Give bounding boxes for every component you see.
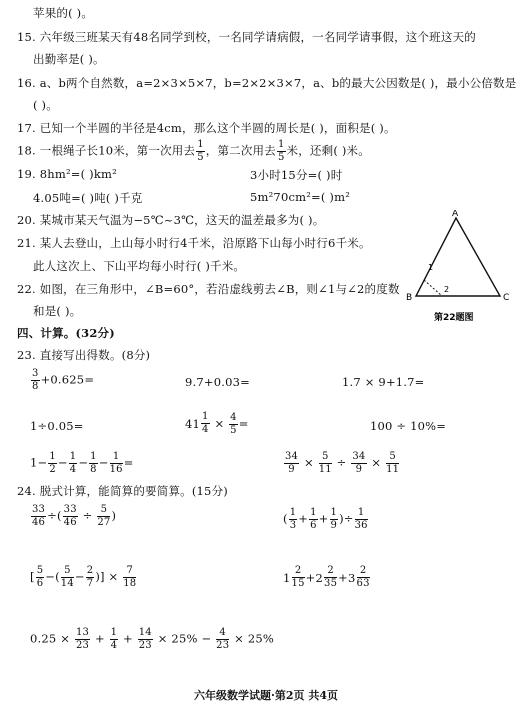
- cut-dashed-line: [424, 280, 442, 296]
- q23-expr-7: 1− $\frac{1}{2}$ − $\frac{1}{4}$ − $\frac{1}{8}$ − $\frac{1}{16}$ =: [30, 451, 134, 475]
- label-angle-1: 1: [428, 263, 434, 272]
- q18-fraction-1: $\frac{1}{5}$: [197, 139, 204, 163]
- q24-expr-a: $\frac{33}{46}$ ÷( $\frac{33}{46}$ ÷ $\frac{5}{27}$ ): [32, 504, 117, 528]
- q23-expr-6: 100 ÷ 10%=: [370, 419, 447, 433]
- q23-expr-1: $\frac{3}{8}$ +0.625=: [32, 368, 95, 392]
- q16-line2: ( )。: [33, 98, 58, 112]
- q22-line2: 和是( )。: [33, 304, 82, 318]
- q18-text-2: ，第二次用去: [205, 143, 276, 158]
- section-4-heading: 四、计算。(32分): [17, 326, 115, 340]
- triangle-outline: [416, 218, 500, 296]
- q15-line1: 15. 六年级三班某天有48名同学到校，一名同学请病假，一名同学请事假，这个班这天的: [17, 30, 476, 44]
- label-c: C: [503, 293, 510, 303]
- q16-line1: 16. a、b两个自然数，a=2×3×5×7，b=2×2×3×7，a、b的最大公因数是( )，最小公倍数是: [17, 76, 517, 90]
- q21-line1: 21. 某人去登山，上山每小时行4千米，沿原路下山每小时行6千米。: [17, 236, 371, 250]
- q18-fraction-2: $\frac{1}{5}$: [277, 139, 285, 163]
- q24-expr-c: [ $\frac{5}{6}$ −( $\frac{5}{14}$ − $\frac{2}{7}$ )] × $\frac{7}{18}$: [30, 565, 137, 589]
- q23-expr-4: 1÷0.05=: [30, 419, 84, 433]
- q19-a: 19. 8hm²=( )km²: [17, 167, 117, 181]
- q17: 17. 已知一个半圆的半径是4cm，那么这个半圆的周长是( )，面积是( )。: [17, 121, 396, 135]
- q23-expr-5: 41 $\frac{1}{4}$ × $\frac{4}{5}$ =: [185, 411, 249, 436]
- q24-expr-d: 1 $\frac{2}{15}$ + 2 $\frac{2}{35}$ + 3 $\frac{2}{63}$: [283, 565, 370, 589]
- label-a: A: [452, 210, 459, 219]
- q18: [17, 140, 370, 163]
- q19-c: 4.05吨=( )吨( )千克: [33, 191, 143, 205]
- q19-d: 5m²70cm²=( )m²: [250, 190, 350, 204]
- q23-expr-8: $\frac{34}{9}$ × $\frac{5}{11}$ ÷ $\frac{34}{9}$ × $\frac{5}{11}$: [285, 451, 400, 475]
- q15-line2: 出勤率是( )。: [33, 52, 105, 66]
- q21-line2: 此人这次上、下山平均每小时行( )千米。: [33, 259, 246, 273]
- q18-text-1: 18. 一根绳子长10米，第一次用去: [17, 143, 196, 158]
- q14-tail: 苹果的( )。: [33, 6, 94, 20]
- q19-b: 3小时15分=( )时: [250, 168, 343, 182]
- q24-expr-e: 0.25 × $\frac{13}{23}$ + $\frac{1}{4}$ + $\frac{14}{23}$ × 25% − $\frac{4}{23}$ × 25%: [30, 627, 274, 651]
- q24-expr-b: ( $\frac{1}{3}$ + $\frac{1}{6}$ + $\frac{1}{9}$ )÷ $\frac{1}{36}$: [283, 507, 368, 531]
- page-footer: 六年级数学试题·第2页 共4页: [194, 689, 338, 702]
- q22-line1: 22. 如图，在三角形中，∠B=60°，若沿虚线剪去∠B，则∠1与∠2的度数: [17, 282, 400, 296]
- q23-expr-2: 9.7+0.03=: [185, 375, 250, 389]
- figure-caption: 第22题图: [434, 313, 474, 323]
- label-b: B: [406, 293, 413, 303]
- triangle-figure: [404, 210, 514, 330]
- label-angle-2: 2: [444, 285, 450, 294]
- q23-expr-3: 1.7 × 9+1.7=: [342, 375, 425, 389]
- q23-title: 23. 直接写出得数。(8分): [17, 348, 151, 362]
- q24-title: 24. 脱式计算，能简算的要简算。(15分): [17, 484, 228, 498]
- q20: 20. 某城市某天气温为−5℃~3℃，这天的温差最多为( )。: [17, 213, 325, 227]
- q18-text-3: 米，还剩( )米。: [286, 143, 370, 158]
